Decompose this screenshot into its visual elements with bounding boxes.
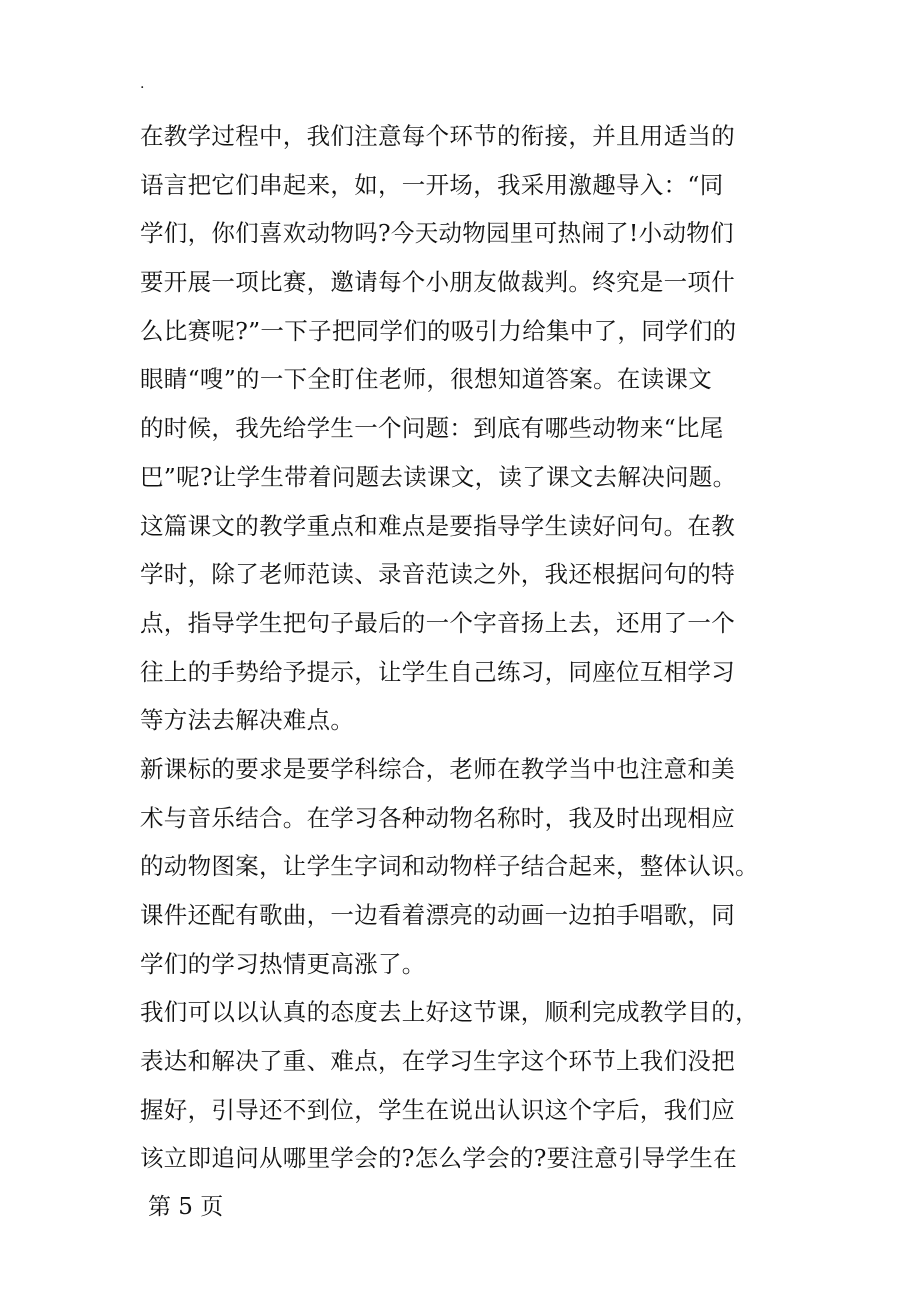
text-line: 语言把它们串起来，如，一开场，我采用激趣导入：“同 — [140, 170, 724, 199]
text-line: 往上的手势给予提示，让学生自己练习，同座位互相学习 — [140, 657, 735, 686]
body-text — [140, 112, 780, 1183]
paragraph-1 — [140, 112, 780, 745]
top-dot-mark: . — [140, 76, 145, 92]
text-line: 握好，引导还不到位，学生在说出认识这个字后，我们应 — [140, 1095, 735, 1124]
text-line: 眼睛“嗖”的一下全盯住老师，很想知道答案。在读课文 — [140, 365, 713, 394]
text-line: 我们可以以认真的态度去上好这节课，顺利完成教学目的， — [140, 998, 759, 1027]
text-line: 术与音乐结合。在学习各种动物名称时，我及时出现相应 — [140, 803, 735, 832]
text-line: 的动物图案，让学生字词和动物样子结合起来，整体认识。 — [140, 852, 759, 881]
text-line: 学时，除了老师范读、录音范读之外，我还根据问句的特 — [140, 560, 735, 589]
text-line: 点，指导学生把句子最后的一个字音扬上去，还用了一个 — [140, 608, 735, 637]
text-line: 要开展一项比赛，邀请每个小朋友做裁判。终究是一项什 — [140, 268, 735, 297]
text-line: 该立即追问从哪里学会的?怎么学会的?要注意引导学生在 — [140, 1144, 737, 1173]
paragraph-2 — [140, 745, 780, 988]
text-line: 等方法去解决难点。 — [140, 706, 355, 735]
text-line: 这篇课文的教学重点和难点是要指导学生读好问句。在教 — [140, 511, 735, 540]
text-line: 新课标的要求是要学科综合，老师在教学当中也注意和美 — [140, 754, 735, 783]
text-line: 学们的学习热情更高涨了。 — [140, 949, 426, 978]
paragraph-3 — [140, 988, 780, 1183]
text-line: 在教学过程中，我们注意每个环节的衔接，并且用适当的 — [140, 122, 735, 150]
text-line: 巴”呢?让学生带着问题去读课文，读了课文去解决问题。 — [140, 462, 737, 491]
page-number: 第 5 页 — [148, 1194, 224, 1220]
text-line: 课件还配有歌曲，一边看着漂亮的动画一边拍手唱歌，同 — [140, 901, 735, 929]
text-line: 么比赛呢?”一下子把同学们的吸引力给集中了，同学们的 — [140, 316, 737, 345]
text-line: 表达和解决了重、难点，在学习生字这个环节上我们没把 — [140, 1047, 735, 1076]
text-line: 学们，你们喜欢动物吗?今天动物园里可热闹了!小动物们 — [140, 219, 734, 248]
text-line: 的时候，我先给学生一个问题：到底有哪些动物来“比尾 — [140, 414, 724, 443]
